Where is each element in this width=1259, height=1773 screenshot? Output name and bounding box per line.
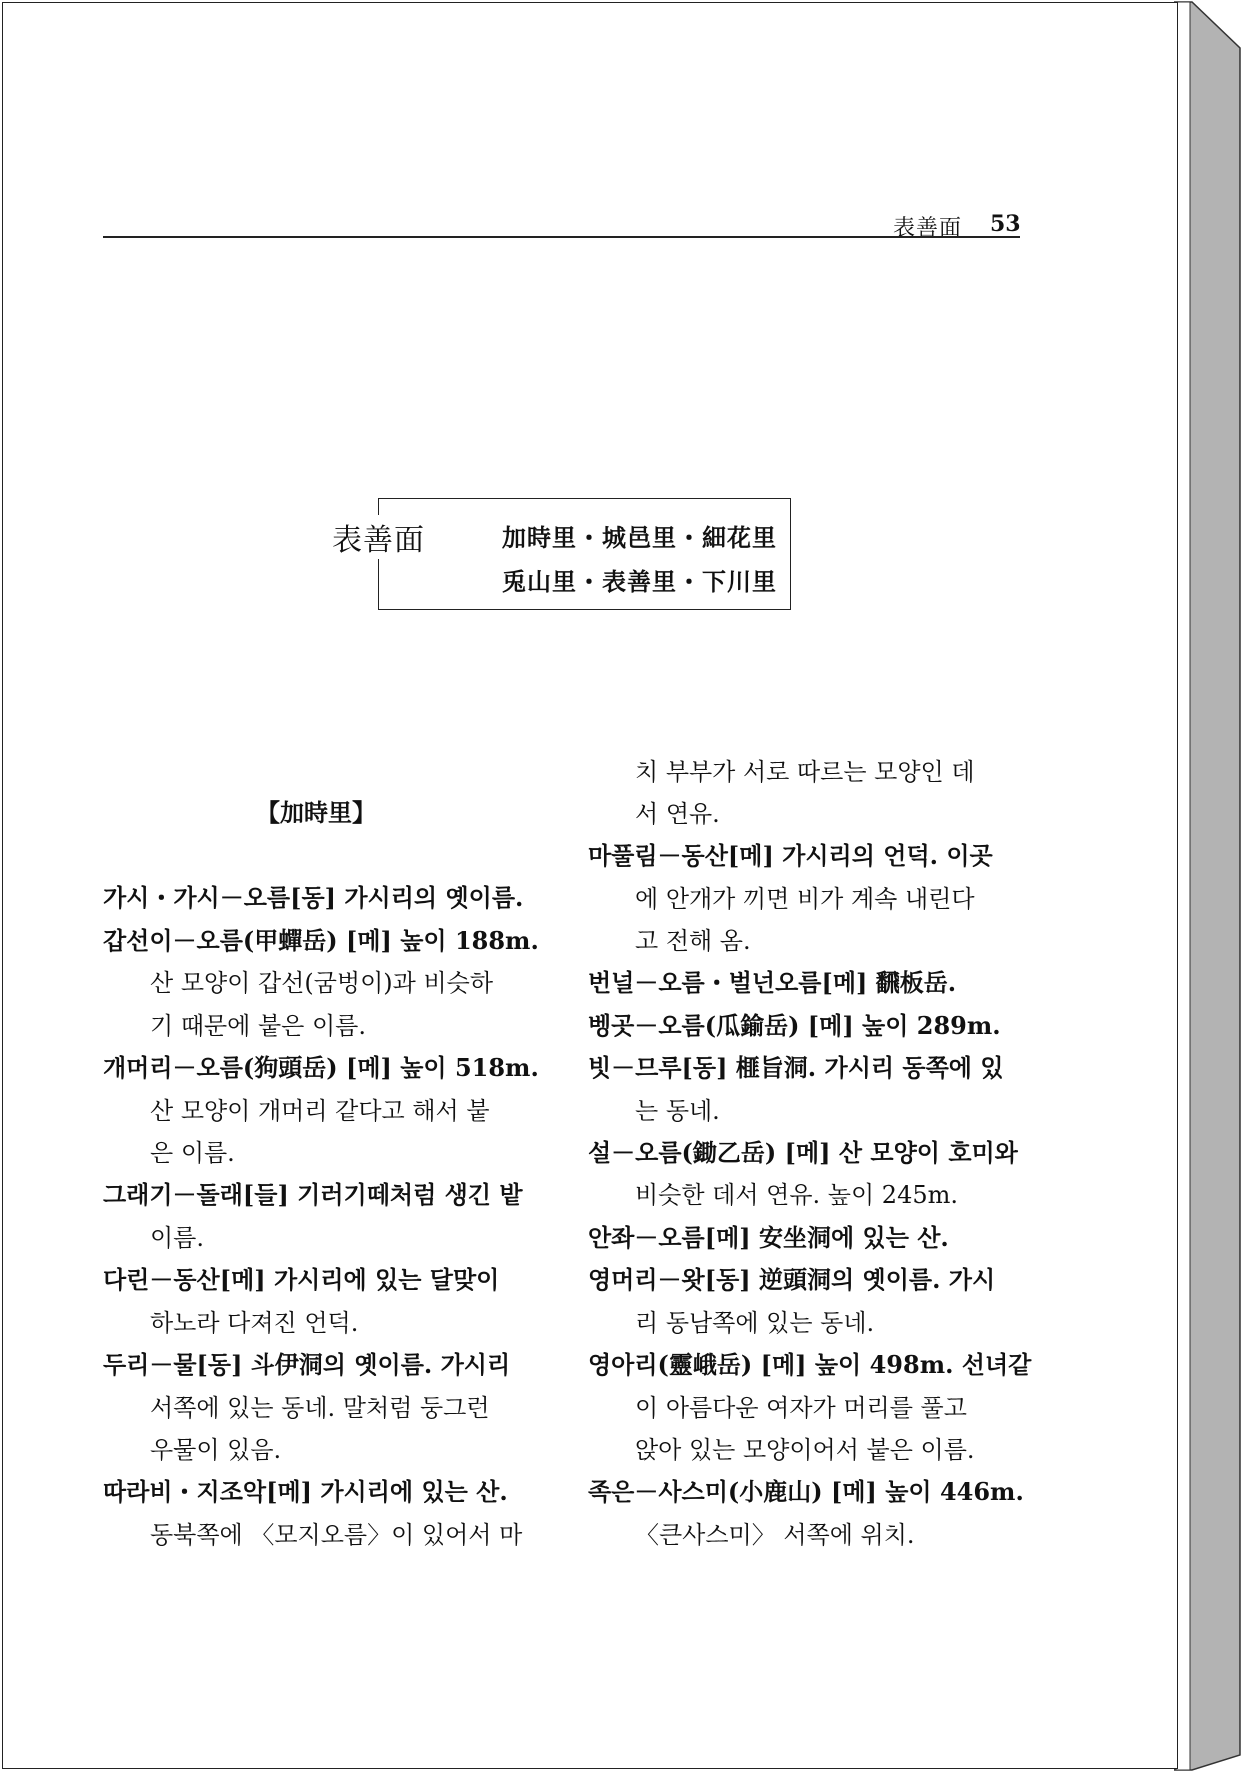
entry-line: 기 때문에 붙은 이름.	[150, 1012, 366, 1040]
entry-line: 개머리－오름(狗頭岳) [메] 높이 518m.	[103, 1053, 539, 1082]
entry-line: 족은－사스미(小鹿山) [메] 높이 446m.	[588, 1477, 1024, 1506]
entry-line: 설－오름(鋤乙岳) [메] 산 모양이 호미와	[588, 1138, 1018, 1167]
entry-line: 우물이 있음.	[150, 1436, 282, 1464]
page-number: 53	[990, 211, 1021, 237]
entry-line: 두리－물[동] 斗伊洞의 옛이름. 가시리	[103, 1350, 511, 1379]
entry-line: 따라비・지조악[메] 가시리에 있는 산.	[103, 1477, 508, 1506]
entry-line: 산 모양이 개머리 같다고 해서 붙	[150, 1097, 490, 1125]
entry-line: 치 부부가 서로 따르는 모양인 데	[635, 758, 975, 786]
entry-line: 영머리－왓[동] 逆頭洞의 옛이름. 가시	[588, 1265, 996, 1294]
entry-line: 안좌－오름[메] 安坐洞에 있는 산.	[588, 1223, 949, 1252]
entry-line: 리 동남쪽에 있는 동네.	[635, 1309, 875, 1337]
entry-line: 갑선이－오름(甲蟬岳) [메] 높이 188m.	[103, 926, 539, 955]
entry-line: 〈큰사스미〉 서쪽에 위치.	[635, 1521, 915, 1549]
entry-line: 다린－동산[메] 가시리에 있는 달맞이	[103, 1265, 500, 1294]
entry-line: 이름.	[150, 1224, 204, 1252]
entry-line: 산 모양이 갑선(굼벙이)과 비슷하	[150, 969, 494, 997]
entry-line: 동북쪽에 〈모지오름〉이 있어서 마	[150, 1521, 523, 1549]
title-box-title: 表善面	[330, 515, 427, 559]
title-box-villages-line2: 兎山里・表善里・下川里	[502, 567, 777, 596]
entry-line: 빗－므루[동] 榧旨洞. 가시리 동쪽에 있	[588, 1053, 1004, 1082]
title-box-villages-line1: 加時里・城邑里・細花里	[502, 523, 777, 552]
entry-line: 에 안개가 끼면 비가 계속 내린다	[635, 885, 975, 913]
book-side-edge	[1174, 0, 1259, 1773]
entry-line: 서쪽에 있는 동네. 말처럼 둥그런	[150, 1394, 490, 1422]
entry-line: 벵곳－오름(瓜鍮岳) [메] 높이 289m.	[588, 1011, 1001, 1040]
left-section-heading: 【加時里】	[256, 798, 376, 827]
entry-line: 고 전해 옴.	[635, 927, 751, 955]
entry-line: 하노라 다져진 언덕.	[150, 1309, 359, 1337]
entry-line: 마풀림－동산[메] 가시리의 언덕. 이곳	[588, 841, 993, 870]
entry-line: 영아리(靈峨岳) [메] 높이 498m. 선녀같	[588, 1350, 1032, 1379]
entry-line: 이 아름다운 여자가 머리를 풀고	[635, 1394, 967, 1422]
entry-line: 비슷한 데서 연유. 높이 245m.	[635, 1181, 958, 1209]
entry-line: 앉아 있는 모양이어서 붙은 이름.	[635, 1436, 975, 1464]
entry-line: 번널－오름・벌넌오름[메] 飜板岳.	[588, 968, 957, 997]
entry-line: 서 연유.	[635, 800, 720, 828]
entry-line: 가시・가시－오름[동] 가시리의 옛이름.	[103, 883, 524, 912]
header-rule	[103, 236, 1020, 238]
entry-line: 은 이름.	[150, 1139, 235, 1167]
entry-line: 그래기－돌래[들] 기러기떼처럼 생긴 밭	[103, 1180, 523, 1209]
running-header-section: 表善面	[893, 216, 963, 241]
entry-line: 는 동네.	[635, 1097, 720, 1125]
